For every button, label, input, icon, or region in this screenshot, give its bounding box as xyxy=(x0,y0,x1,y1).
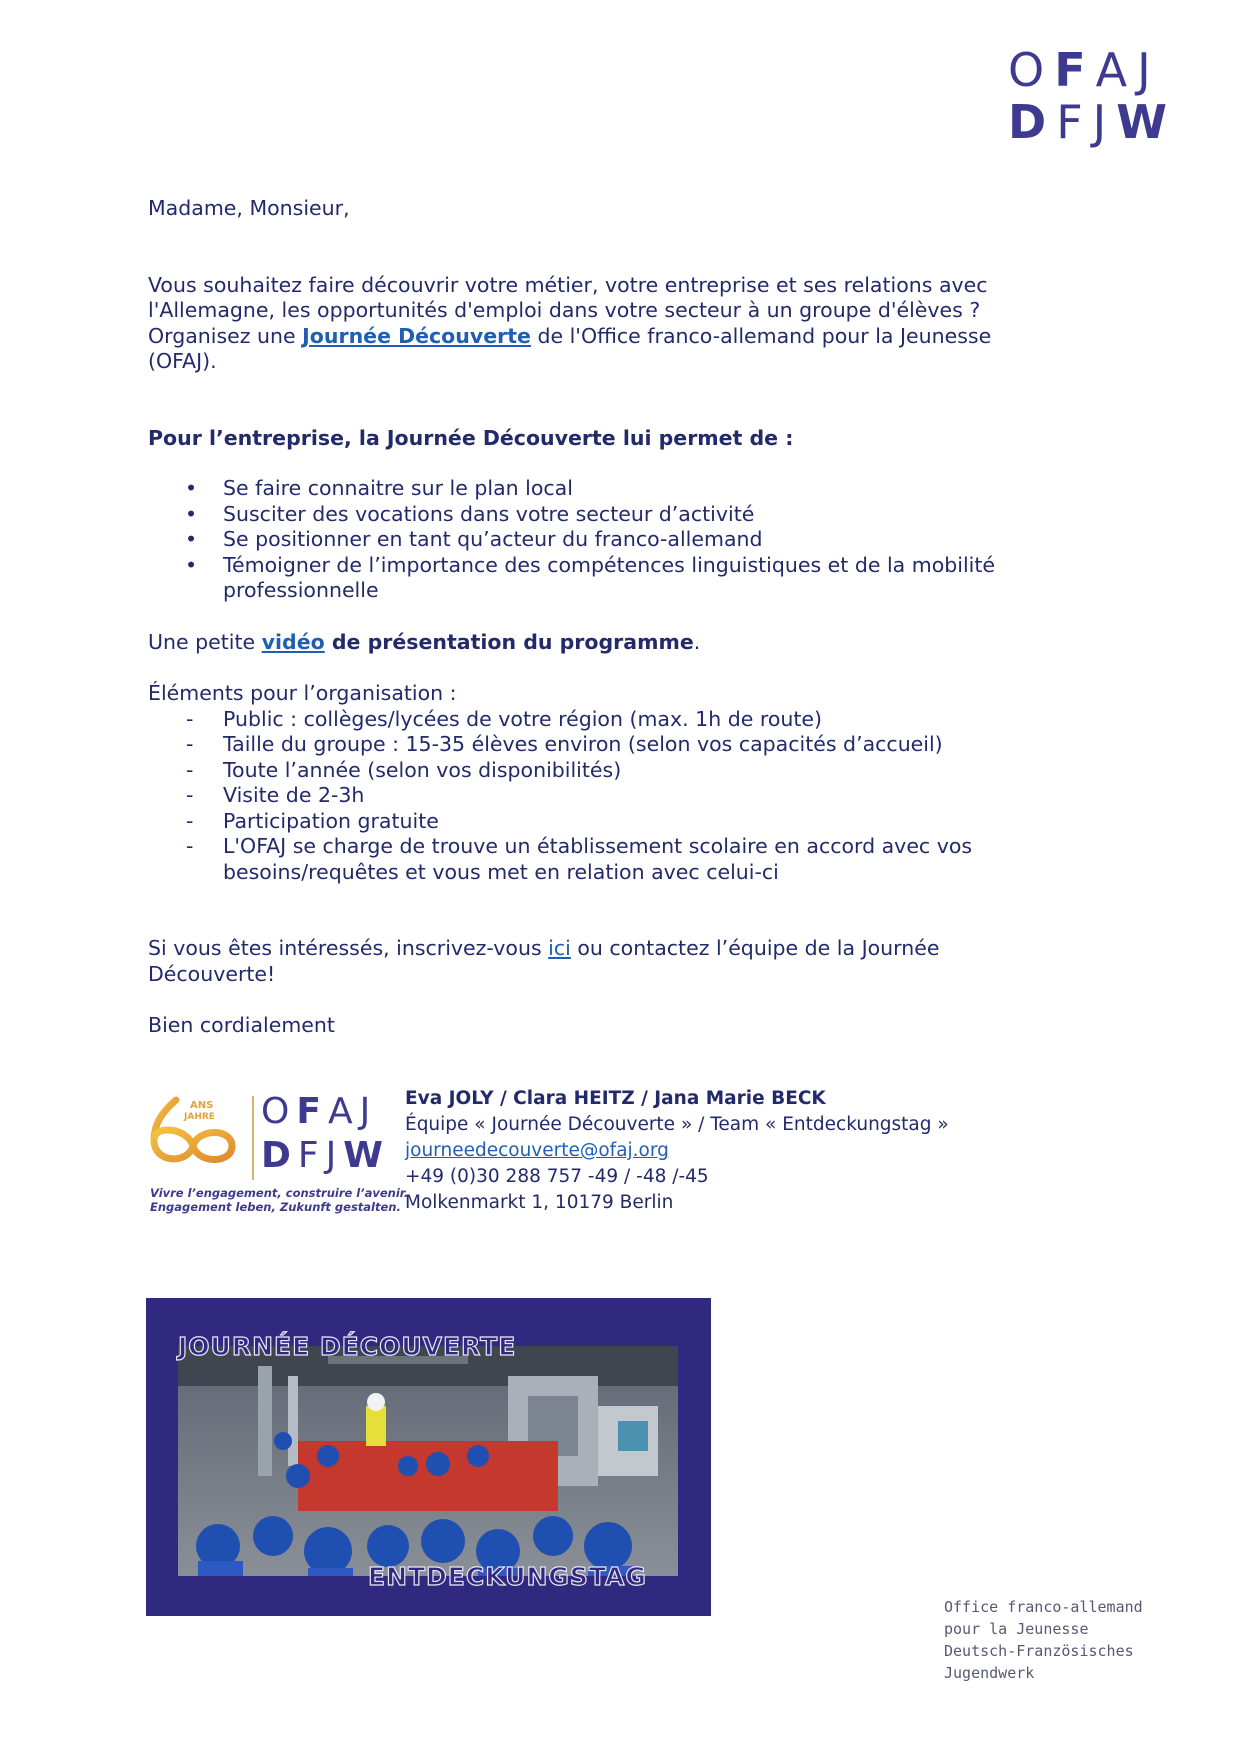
video-link[interactable]: vidéo xyxy=(261,629,325,654)
logo-line-ofaj xyxy=(261,1090,390,1134)
register-link[interactable]: ici xyxy=(548,936,571,960)
list-item: - Participation gratuite xyxy=(148,809,1028,835)
salutation: Madame, Monsieur, xyxy=(148,196,350,220)
intro-text: Vous souhaitez faire découvrir votre métier, votre entreprise et ses relations avec l'Allemagne, les opportunités d'emploi dans votre secteur à un groupe d'élèves ? Organisez une xyxy=(148,272,988,348)
signature-block xyxy=(405,1086,1005,1216)
footer-line: pour la Jeunesse xyxy=(944,1620,1089,1638)
list-item: - Toute l’année (selon vos disponibilités) xyxy=(148,758,1028,784)
list-item: - Public : collèges/lycées de votre région (max. 1h de route) xyxy=(148,707,1028,733)
cta-text: ou contactez l’équipe de la Journée Découverte! xyxy=(148,936,940,986)
signature-team: Équipe « Journée Découverte » / Team « Entdeckungstag » xyxy=(405,1114,949,1135)
logo-letter: O xyxy=(1008,43,1055,97)
logo-letter: D xyxy=(1008,95,1057,149)
footer-line: Deutsch-Französisches xyxy=(944,1642,1134,1660)
list-item: • Témoigner de l’importance des compétences linguistiques et de la mobilité professionnelle xyxy=(148,553,1028,604)
list-item: - Taille du groupe : 15-35 élèves environ (selon vos capacités d’accueil) xyxy=(148,732,1028,758)
intro-text: de l'Office franco-allemand pour la Jeunesse (OFAJ). xyxy=(148,323,992,373)
sixty-years-icon xyxy=(148,1094,238,1178)
logo-letter: O xyxy=(261,1091,297,1132)
slogan-fr: Vivre l’engagement, construire l’avenir. xyxy=(150,1186,409,1200)
email-link[interactable]: journeedecouverte@ofaj.org xyxy=(405,1140,669,1161)
journee-decouverte-banner[interactable] xyxy=(146,1298,711,1616)
logo-slogan xyxy=(150,1186,409,1214)
logo-letter: D xyxy=(261,1135,298,1176)
logo-line-dfjw xyxy=(261,1134,390,1178)
logo-letter: F xyxy=(296,1091,328,1132)
signature-names: Eva JOLY / Clara HEITZ / Jana Marie BECK xyxy=(405,1088,826,1109)
signature-phone: +49 (0)30 288 757 -49 / -48 /-45 xyxy=(405,1166,709,1187)
badge-text: ANS xyxy=(190,1100,214,1111)
ofaj-dfjw-logo xyxy=(1008,43,1177,149)
footer-address-block xyxy=(944,1596,1204,1684)
logo-line-dfjw xyxy=(1008,95,1177,149)
logo-letter: AJ xyxy=(327,1091,378,1132)
divider xyxy=(252,1096,254,1180)
benefits-heading: Pour l’entreprise, la Journée Découverte lui permet de : xyxy=(148,425,794,450)
journee-decouverte-link[interactable]: Journée Découverte xyxy=(302,323,531,348)
banner-title-top: JOURNÉE DÉCOUVERTE xyxy=(178,1332,517,1361)
video-text: . xyxy=(693,629,701,654)
closing: Bien cordialement xyxy=(148,1013,335,1037)
video-paragraph xyxy=(148,630,1028,656)
logo-line-ofaj xyxy=(1008,44,1168,96)
logo-wordmark xyxy=(261,1090,390,1178)
logo-letter: FJ xyxy=(1056,95,1117,149)
logo-letter: W xyxy=(343,1135,390,1176)
video-text: Une petite xyxy=(148,629,262,654)
letter-body xyxy=(148,196,1028,1039)
benefits-list xyxy=(148,476,1028,604)
footer-line: Jugendwerk xyxy=(944,1664,1035,1682)
footer-line: Office franco-allemand xyxy=(944,1598,1143,1616)
banner-title-bottom: ENTDECKUNGSTAG xyxy=(368,1562,647,1591)
intro-paragraph xyxy=(148,273,1028,375)
list-item: • Se faire connaitre sur le plan local xyxy=(148,476,1028,502)
organisation-heading: Éléments pour l’organisation : xyxy=(148,681,457,705)
list-item: - L'OFAJ se charge de trouve un établissement scolaire en accord avec vos besoins/requêtes et vous met en relation avec celui-ci xyxy=(148,834,1028,885)
badge-text: JAHRE xyxy=(184,1112,215,1122)
logo-letter: FJ xyxy=(297,1135,344,1176)
video-text-bold: de présentation du programme xyxy=(324,629,694,654)
logo-letter: F xyxy=(1054,43,1096,97)
list-item: - Visite de 2-3h xyxy=(148,783,1028,809)
list-item: • Susciter des vocations dans votre secteur d’activité xyxy=(148,502,1028,528)
cta-paragraph xyxy=(148,936,1028,987)
ofaj-60-years-logo xyxy=(148,1090,409,1214)
organisation-list xyxy=(148,707,1028,886)
factory-visit-photo xyxy=(178,1346,678,1576)
slogan-de: Engagement leben, Zukunft gestalten. xyxy=(150,1200,401,1214)
cta-text: Si vous êtes intéressés, inscrivez-vous xyxy=(148,936,549,960)
logo-letter: AJ xyxy=(1095,43,1161,97)
logo-letter: W xyxy=(1116,95,1177,149)
signature-address: Molkenmarkt 1, 10179 Berlin xyxy=(405,1192,674,1213)
list-item: • Se positionner en tant qu’acteur du franco-allemand xyxy=(148,527,1028,553)
